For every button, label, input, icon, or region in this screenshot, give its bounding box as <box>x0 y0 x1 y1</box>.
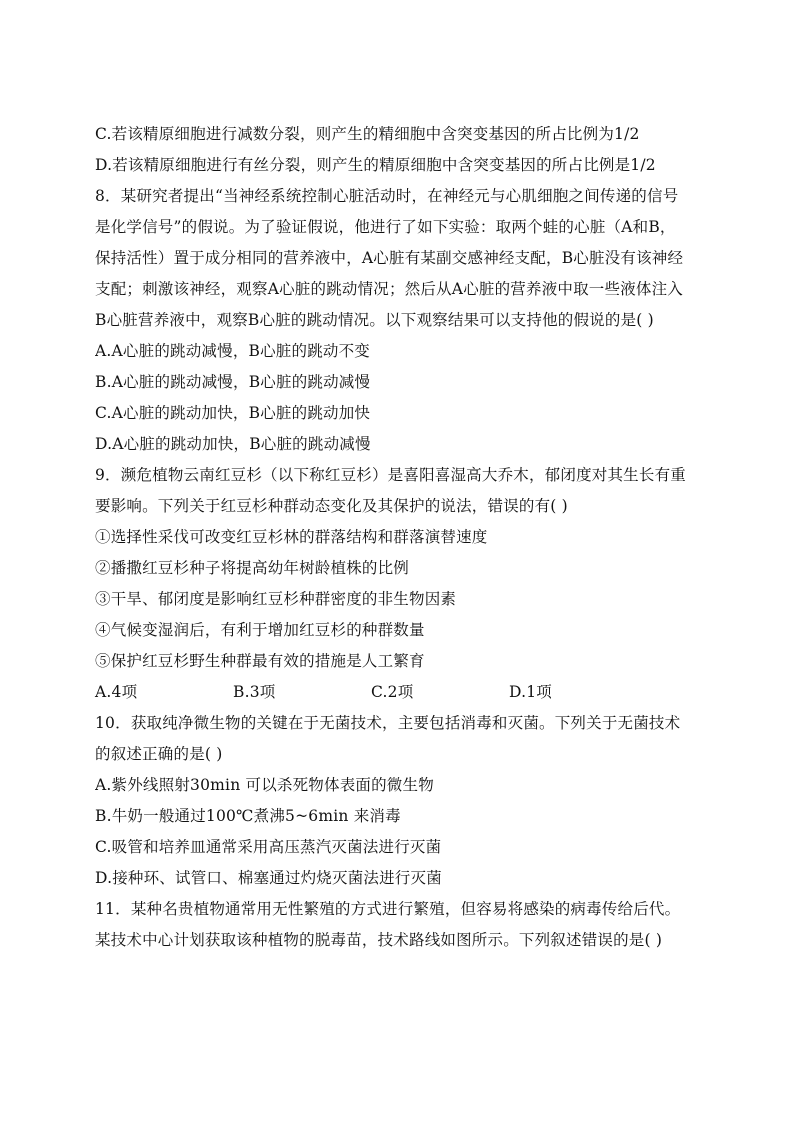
q9-option-d: D.1项 <box>509 683 552 701</box>
q10-option-a: A.紫外线照射30min 可以杀死物体表面的微生物 <box>95 776 434 794</box>
q8-stem-line-3: 保持活性）置于成分相同的营养液中，A心脏有某副交感神经支配，B心脏没有该神经 <box>95 249 684 267</box>
q9-statement-4: ④气候变湿润后，有利于增加红豆杉的种群数量 <box>95 621 425 639</box>
q8-option-c: C.A心脏的跳动加快，B心脏的跳动加快 <box>95 404 371 422</box>
q9-statement-1: ①选择性采伐可改变红豆杉林的群落结构和群落演替速度 <box>95 528 488 546</box>
q10-option-b: B.牛奶一般通过100℃煮沸5~6min 来消毒 <box>95 807 401 825</box>
question-content <box>95 119 705 956</box>
q9-stem-line-2: 要影响。下列关于红豆杉种群动态变化及其保护的说法，错误的有( ) <box>95 497 568 515</box>
q8-stem-line-2: 是化学信号”的假说。为了验证假说，他进行了如下实验：取两个蛙的心脏（A和B， <box>95 218 676 236</box>
q9-statement-3: ③干旱、郁闭度是影响红豆杉种群密度的非生物因素 <box>95 590 457 608</box>
q10-stem-line-2: 的叙述正确的是( ) <box>95 745 223 763</box>
q8-stem-line-5: B心脏营养液中，观察B心脏的跳动情况。以下观察结果可以支持他的假说的是( ) <box>95 311 654 329</box>
q8-stem-line-4: 支配；刺激该神经，观察A心脏的跳动情况；然后从A心脏的营养液中取一些液体注入 <box>95 280 683 298</box>
q8-option-b: B.A心脏的跳动减慢，B心脏的跳动减慢 <box>95 373 371 391</box>
q9-statement-2: ②播撒红豆杉种子将提高幼年树龄植株的比例 <box>95 559 410 577</box>
q11-stem-line-1: 11．某种名贵植物通常用无性繁殖的方式进行繁殖，但容易将感染的病毒传给后代。 <box>95 900 681 918</box>
q8-option-d: D.A心脏的跳动加快，B心脏的跳动减慢 <box>95 435 371 453</box>
q8-option-a: A.A心脏的跳动减慢，B心脏的跳动不变 <box>95 342 371 360</box>
q9-option-c: C.2项 <box>371 683 414 701</box>
q9-option-b: B.3项 <box>233 683 276 701</box>
q10-stem-line-1: 10．获取纯净微生物的关键在于无菌技术，主要包括消毒和灭菌。下列关于无菌技术 <box>95 714 681 732</box>
q10-option-c: C.吸管和培养皿通常采用高压蒸汽灭菌法进行灭菌 <box>95 838 442 856</box>
q8-stem-line-1: 8．某研究者提出“当神经系统控制心脏活动时，在神经元与心肌细胞之间传递的信号 <box>95 187 679 205</box>
q11-stem-line-2: 某技术中心计划获取该种植物的脱毒苗，技术路线如图所示。下列叙述错误的是( ) <box>95 931 663 949</box>
q9-stem-line-1: 9．濒危植物云南红豆杉（以下称红豆杉）是喜阳喜湿高大乔木，郁闭度对其生长有重 <box>95 466 686 484</box>
q9-statement-5: ⑤保护红豆杉野生种群最有效的措施是人工繁育 <box>95 652 425 670</box>
q9-options-row <box>95 677 705 708</box>
q10-option-d: D.接种环、试管口、棉塞通过灼烧灭菌法进行灭菌 <box>95 869 442 887</box>
q7-option-d: D.若该精原细胞进行有丝分裂，则产生的精原细胞中含突变基因的所占比例是1/2 <box>95 156 656 174</box>
q9-option-a: A.4项 <box>95 683 138 701</box>
q7-option-c: C.若该精原细胞进行减数分裂，则产生的精细胞中含突变基因的所占比例为1/2 <box>95 125 640 143</box>
